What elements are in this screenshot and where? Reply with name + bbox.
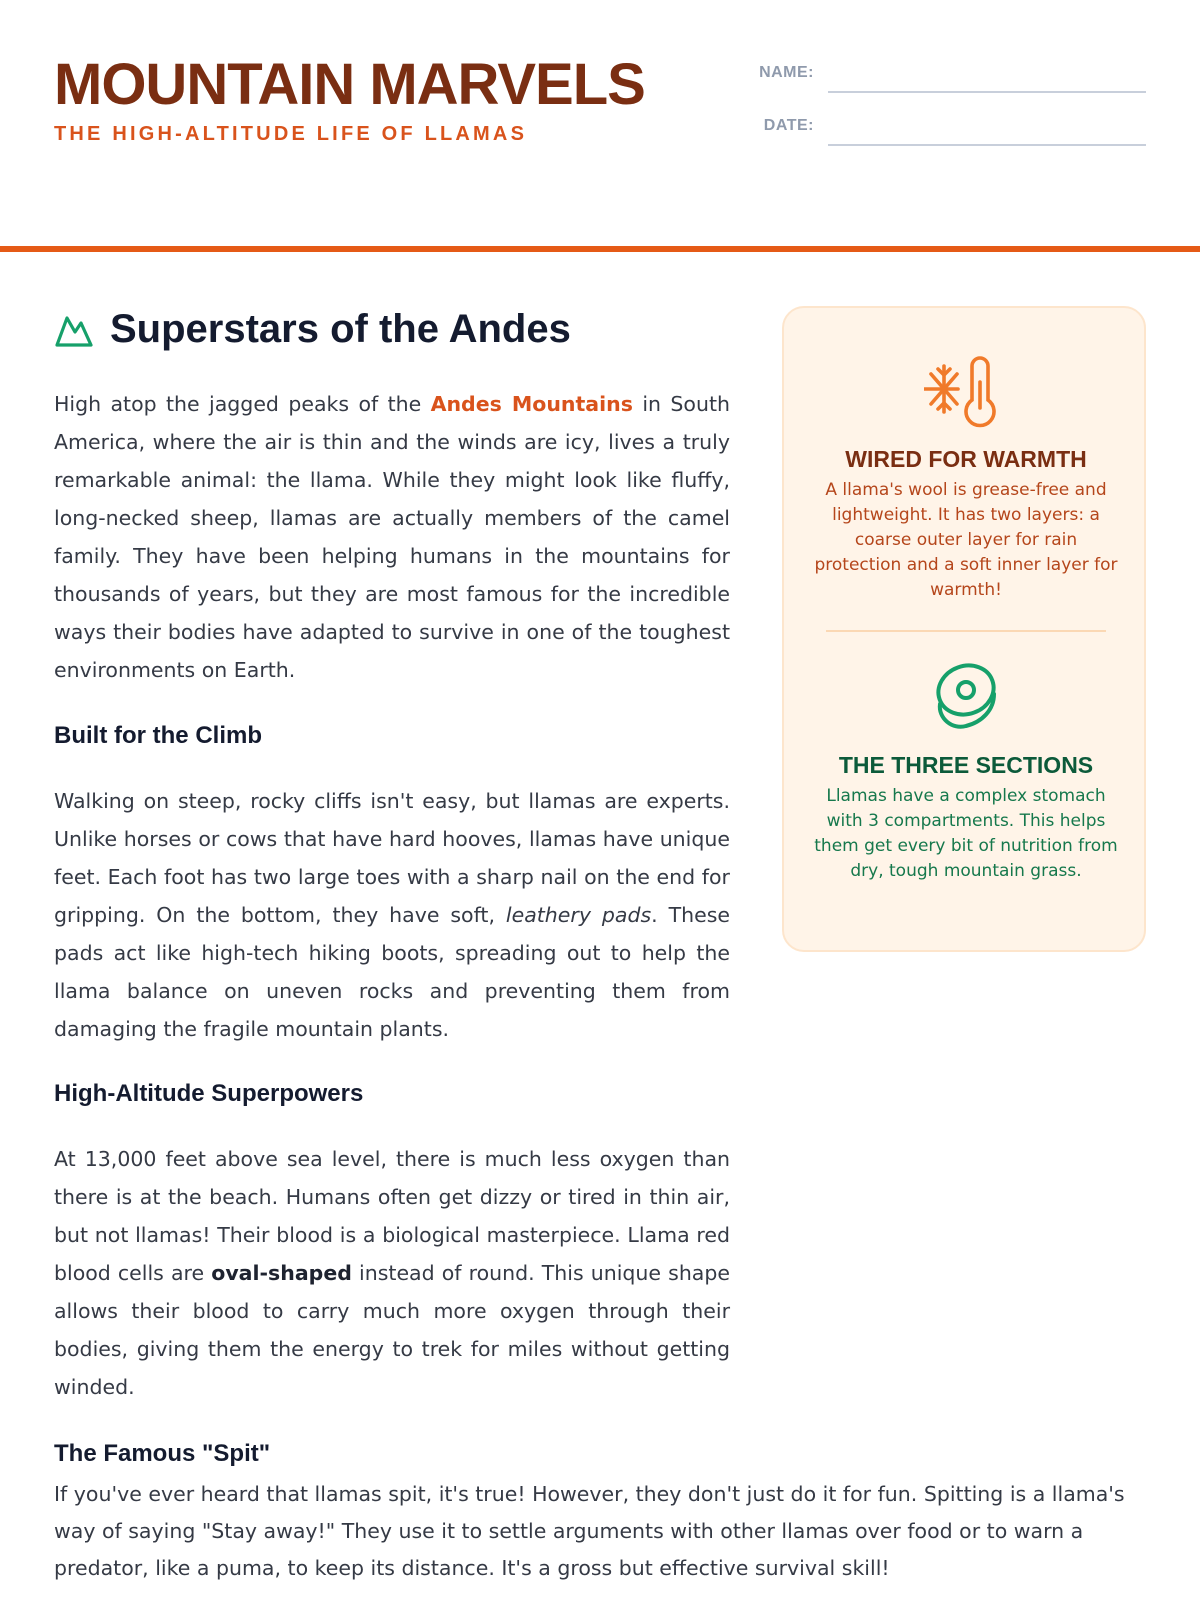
leathery-pads-emphasis: leathery pads [505, 903, 652, 927]
intro-text-start: High atop the jagged peaks of the [54, 392, 431, 416]
stomach-icon [926, 660, 1002, 736]
altitude-text-end: instead of round. This unique shape allows their blood to carry much more oxygen through their bodies, giving them the energy to trek for miles without getting winded. [54, 1261, 730, 1399]
spit-paragraph: If you've ever heard that llamas spit, it's true! However, they don't just do it for fun. Spitting is a llama's way of saying "Stay away!" They use it to settle arguments with other llamas over food or to warn a predator, like a puma, to keep its distance. It's a gross but effective survival skill! [54, 1482, 1125, 1580]
stomach-text: Llamas have a complex stomach with 3 compartments. This helps them get every bit of nutrition from dry, tough mountain grass. [814, 786, 1118, 881]
page-title: MOUNTAIN MARVELS [54, 52, 645, 117]
spit-heading: The Famous "Spit" [54, 1440, 271, 1467]
date-label: DATE: [763, 117, 814, 134]
section-title: Superstars of the Andes [110, 307, 571, 351]
page-subtitle: THE HIGH-ALTITUDE LIFE OF LLAMAS [54, 123, 528, 145]
name-field[interactable] [828, 91, 1146, 93]
mountain-icon [54, 312, 94, 348]
climb-text-end: . These pads act like high-tech hiking boots, spreading out to help the llama balance on uneven rocks and preventing them from damaging the fragile mountain plants. [54, 903, 731, 1041]
intro-text-end: in South America, where the air is thin and the winds are icy, lives a truly remarkable animal: the llama. While they might look like fluffy, long-necked sheep, llamas are actually members of the camel family. They have been helping humans in the mountains for thousands of years, but they are most famous for the incredible ways their bodies have adapted to survive in one of the toughest environments on Earth. [54, 392, 730, 682]
warmth-text: A llama's wool is grease-free and lightweight. It has two layers: a coarse outer layer for rain protection and a soft inner layer for warmth! [814, 480, 1118, 600]
card-divider [826, 630, 1106, 632]
intro-paragraph [54, 385, 730, 689]
climb-paragraph [54, 782, 730, 1048]
andes-highlight: Andes Mountains [430, 392, 633, 416]
header-divider [0, 246, 1200, 252]
altitude-heading: High-Altitude Superpowers [54, 1080, 364, 1107]
altitude-text-start: At 13,000 feet above sea level, there is much less oxygen than there is at the beach. Humans often get dizzy or tired in thin air, but not llamas! Their blood is a biological masterpiece. Llama red blood cells are [54, 1147, 730, 1285]
date-field[interactable] [828, 144, 1146, 146]
name-label: NAME: [759, 64, 814, 81]
climb-heading: Built for the Climb [54, 722, 262, 749]
warmth-title: WIRED FOR WARMTH [845, 446, 1087, 472]
facts-sidebar-card [782, 306, 1146, 952]
stomach-title: THE THREE SECTIONS [838, 752, 1094, 778]
altitude-paragraph [54, 1140, 730, 1406]
thermometer-snowflake-icon [924, 354, 1004, 430]
worksheet-header [0, 0, 1200, 252]
section-heading [54, 307, 571, 352]
climb-text-start: Walking on steep, rocky cliffs isn't easy, but llamas are experts. Unlike horses or cows that have hard hooves, llamas have unique feet. Each foot has two large toes with a sharp nail on the end for gripping. On the bottom, they have soft, [54, 789, 730, 927]
oval-shaped-bold: oval-shaped [211, 1261, 352, 1285]
